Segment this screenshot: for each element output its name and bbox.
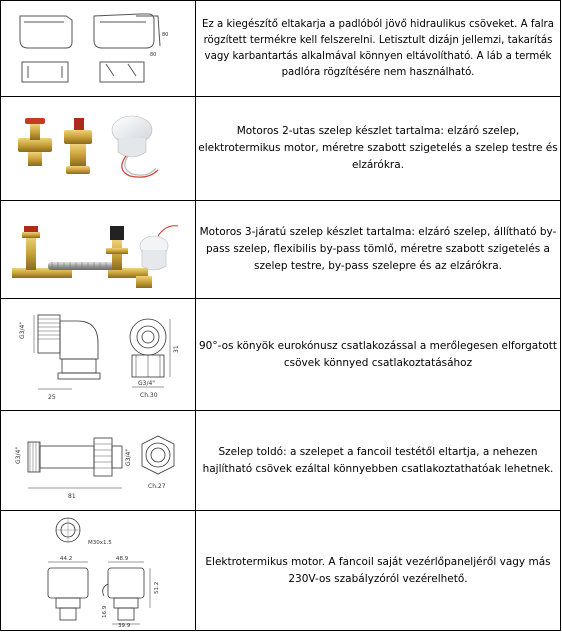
dimension-label: 81: [68, 492, 76, 500]
dimension-label: G3/4": [125, 448, 132, 466]
figure-cell: [1, 411, 196, 511]
table-row: [1, 97, 561, 201]
figure-cell: [1, 511, 196, 631]
dimension-label: 51.2: [154, 581, 160, 594]
dimension-label: G3/4": [19, 321, 26, 339]
dimension-label: 44.2: [60, 555, 73, 562]
dimension-label: 80: [162, 31, 169, 38]
dimension-label: 48.9: [116, 555, 129, 562]
table-row: [1, 411, 561, 511]
dimension-label: M30x1.5: [88, 539, 112, 546]
figure-cell: [1, 97, 196, 201]
dimension-label: 25: [48, 393, 56, 401]
figure-cell: [1, 299, 196, 411]
two-way-valve-kit-photo: [8, 104, 188, 194]
table-row: [1, 511, 561, 631]
dimension-label: 80: [150, 51, 157, 58]
three-way-valve-kit-photo: [8, 206, 188, 294]
dimension-label: G3/4": [15, 446, 22, 464]
figure-cell: [1, 201, 196, 299]
description-cell: Ez a kiegészítő eltakarja a padlóból jövő hidraulikus csöveket. A falra rögzített termékre kell felszerelni. Letisztult dizájn jellemzi, takarítás vagy karbantartás alkalmával könnyen eltávolítható. A láb a termék padlóra rögzítésére nem használható.: [196, 1, 561, 97]
dimension-label: G3/4": [138, 379, 156, 387]
dimension-label: 39.9: [118, 622, 131, 628]
dimension-label: Ch.27: [148, 482, 166, 490]
cover-drawing: [8, 6, 188, 92]
electrothermal-motor-drawing: [8, 514, 188, 628]
figure-cell: [1, 1, 196, 97]
description-cell: Motoros 3-járatú szelep készlet tartalma: elzáró szelep, állítható by-pass szelep, flexibilis by-pass tömlő, méretre szabott szigetelés a szelep testre, by-pass szelepre és az elzárókra.: [196, 201, 561, 299]
valve-extension-drawing: [8, 416, 188, 506]
dimension-label: Ch.30: [140, 391, 158, 399]
table-row: [1, 299, 561, 411]
table-row: [1, 201, 561, 299]
dimension-label: 31: [173, 344, 180, 353]
elbow-fitting-drawing: [8, 303, 188, 407]
description-cell: Motoros 2-utas szelep készlet tartalma: elzáró szelep, elektrotermikus motor, méretre szabott szigetelés a szelep testre és elzárókra.: [196, 97, 561, 201]
description-cell: 90°-os könyök eurokónusz csatlakozással a merőlegesen elforgatott csövek könnyed csatlakoztatásához: [196, 299, 561, 411]
dimension-label: 16.9: [102, 605, 108, 618]
description-cell: Szelep toldó: a szelepet a fancoil testétől eltartja, a nehezen hajlítható csövek ezáltal könnyebben csatlakoztathatóak lehetnek.: [196, 411, 561, 511]
description-cell: Elektrotermikus motor. A fancoil saját vezérlőpaneljéről vagy más 230V-os szabályzóról vezérelhető.: [196, 511, 561, 631]
table-row: [1, 1, 561, 97]
